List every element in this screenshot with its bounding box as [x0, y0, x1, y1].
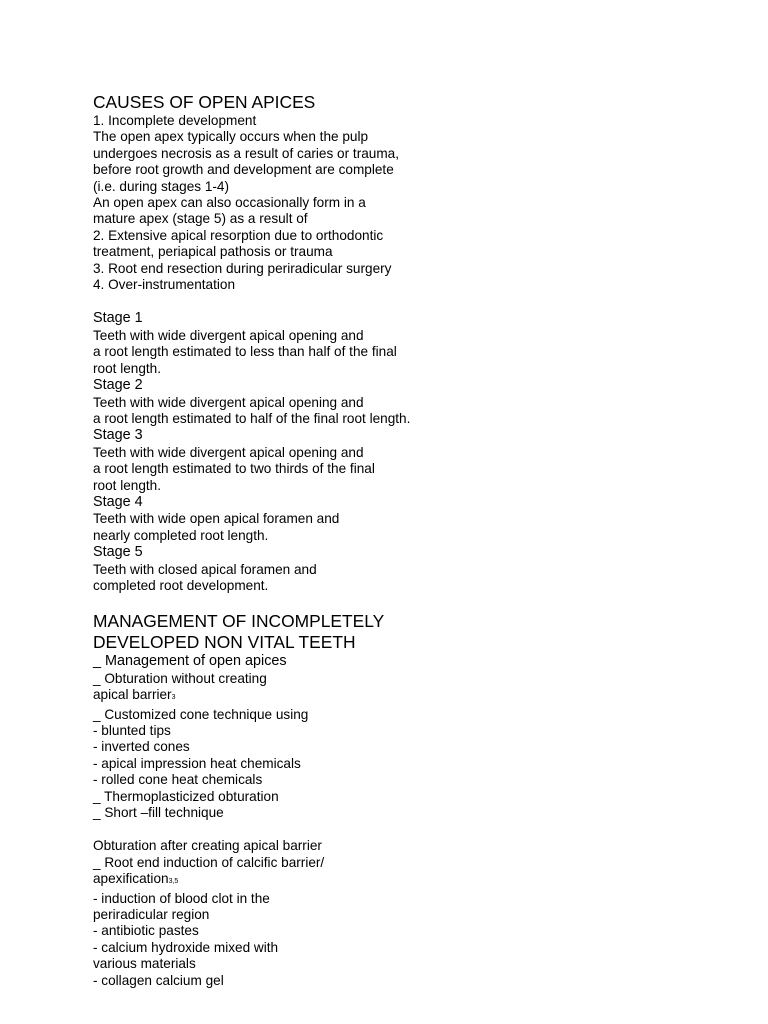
stage-line: nearly completed root length.	[93, 527, 269, 543]
reference-marker: 3	[171, 694, 176, 702]
stage-line: Teeth with wide divergent apical opening and	[93, 444, 364, 460]
management-line: - blunted tips	[93, 723, 171, 738]
management-subtitle: _ Management of open apices	[93, 653, 287, 670]
management-title: MANAGEMENT OF INCOMPLETELY	[93, 611, 385, 632]
stage-line: root length.	[93, 477, 162, 493]
management-line: _ Short –fill technique	[93, 805, 224, 821]
spacer	[93, 293, 713, 310]
management-line: - antibiotic pastes	[93, 923, 199, 939]
management-line: _ Root end induction of calcific barrier/	[93, 854, 325, 870]
causes-line: 1. Incomplete development	[93, 113, 257, 128]
stage-line: Teeth with wide divergent apical opening and	[93, 327, 364, 343]
management-line: _ Customized cone technique using	[93, 706, 309, 722]
management-line: _ Obturation without creating	[93, 670, 267, 686]
management-line: - apical impression heat chemicals	[93, 755, 301, 771]
stage-line: root length.	[93, 360, 162, 376]
causes-line: An open apex can also occasionally form in a	[93, 195, 366, 211]
management-line: - calcium hydroxide mixed with	[93, 939, 279, 955]
management-title: DEVELOPED NON VITAL TEETH	[93, 632, 356, 653]
management-heading: Obturation after creating apical barrier	[93, 838, 322, 854]
stage-label: Stage 4	[93, 493, 143, 510]
causes-line: 3. Root end resection during periradicular surgery	[93, 260, 392, 276]
causes-line: 4. Over-instrumentation	[93, 277, 236, 293]
stages-section	[93, 310, 713, 594]
stage-line: a root length estimated to less than half of the final	[93, 344, 397, 360]
management-line: _ Thermoplasticized obturation	[93, 788, 279, 804]
management-line: various materials	[93, 956, 196, 972]
causes-line: treatment, periapical pathosis or trauma	[93, 244, 333, 260]
stage-line: Teeth with wide open apical foramen and	[93, 511, 340, 527]
stage-line: completed root development.	[93, 577, 269, 593]
causes-line: before root growth and development are complete	[93, 162, 394, 178]
causes-line: The open apex typically occurs when the pulp	[93, 129, 369, 145]
reference-marker: 3,5	[168, 878, 179, 886]
management-line: - inverted cones	[93, 739, 190, 755]
stage-line: Teeth with closed apical foramen and	[93, 561, 317, 577]
stage-label: Stage 3	[93, 427, 143, 444]
management-line	[93, 871, 713, 890]
management-text: apexification	[93, 871, 169, 887]
stage-line: a root length estimated to two thirds of the final	[93, 461, 375, 477]
causes-line: 2. Extensive apical resorption due to orthodontic	[93, 227, 384, 243]
causes-line: (i.e. during stages 1-4)	[93, 178, 230, 194]
causes-section	[93, 92, 713, 293]
stage-label: Stage 1	[93, 310, 143, 327]
management-text: apical barrier	[93, 687, 172, 703]
stage-label: Stage 2	[93, 377, 143, 394]
management-line: - collagen calcium gel	[93, 972, 224, 988]
stage-line: Teeth with wide divergent apical opening and	[93, 394, 364, 410]
causes-line: mature apex (stage 5) as a result of	[93, 211, 308, 227]
stage-label: Stage 5	[93, 544, 143, 561]
stage-line: a root length estimated to half of the final root length.	[93, 410, 411, 426]
management-line: - induction of blood clot in the	[93, 890, 270, 906]
causes-title: CAUSES OF OPEN APICES	[93, 92, 316, 112]
management-section	[93, 611, 713, 989]
causes-line: undergoes necrosis as a result of caries or trauma,	[93, 145, 400, 161]
spacer	[93, 594, 713, 611]
management-line: periradicular region	[93, 907, 210, 923]
management-line: - rolled cone heat chemicals	[93, 772, 263, 788]
spacer	[93, 821, 713, 838]
management-line	[93, 687, 713, 706]
document-page	[93, 92, 713, 989]
